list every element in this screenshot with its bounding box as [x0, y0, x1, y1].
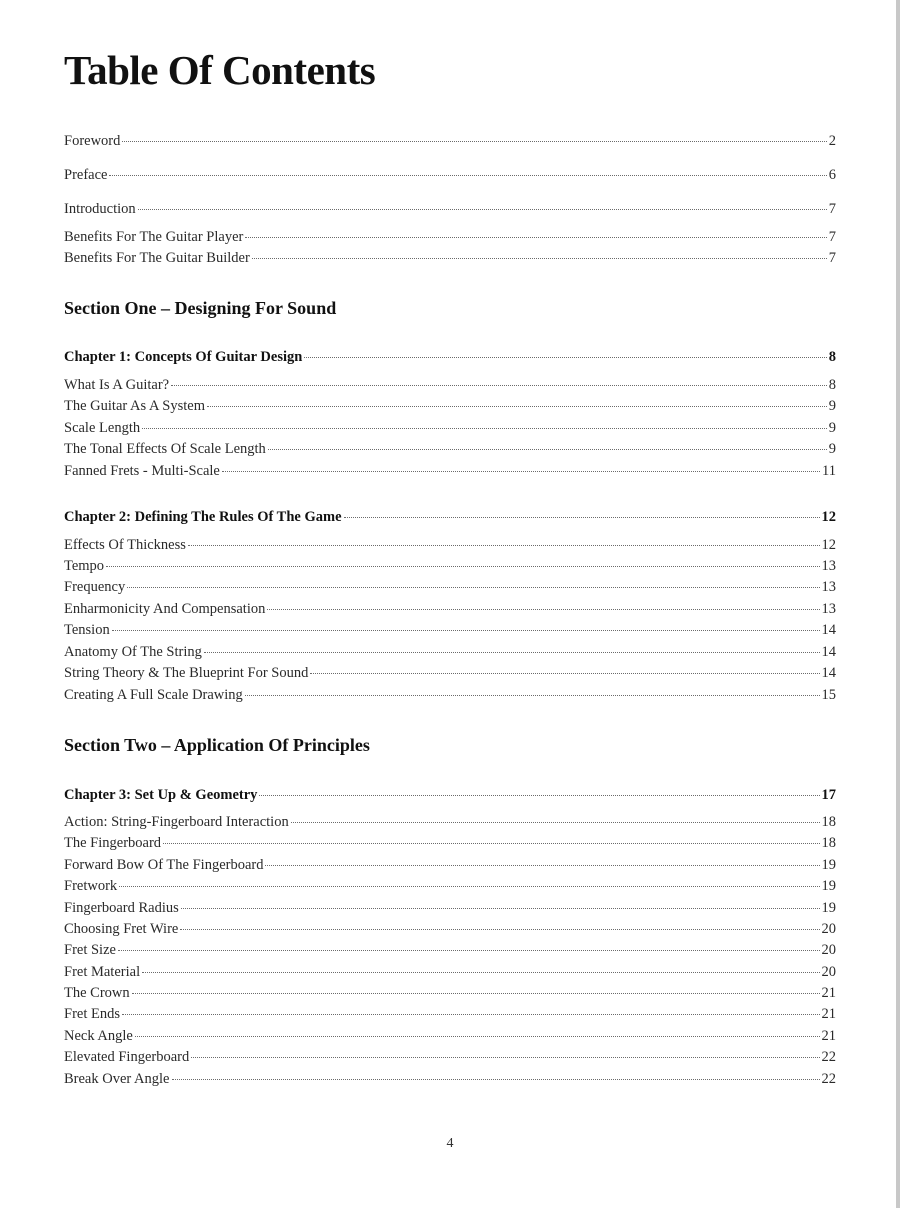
- page-edge: [896, 0, 900, 1208]
- toc-entry[interactable]: Fretwork 19: [64, 878, 836, 894]
- page-number: 4: [446, 1136, 454, 1151]
- toc-entry[interactable]: What Is A Guitar? 8: [64, 377, 836, 393]
- toc-page: [64, 0, 836, 1208]
- toc-entry[interactable]: Creating A Full Scale Drawing 15: [64, 687, 836, 703]
- page-title: Table Of Contents: [64, 47, 376, 93]
- chapter-heading[interactable]: Chapter 1: Concepts Of Guitar Design 8: [64, 349, 836, 365]
- toc-entry[interactable]: Break Over Angle 22: [64, 1071, 836, 1087]
- toc-entry[interactable]: Fingerboard Radius 19: [64, 900, 836, 916]
- toc-entry[interactable]: String Theory & The Blueprint For Sound 14: [64, 665, 836, 681]
- section-heading: Section Two – Application Of Principles: [64, 735, 370, 755]
- toc-entry[interactable]: Effects Of Thickness 12: [64, 537, 836, 553]
- section-heading: Section One – Designing For Sound: [64, 298, 337, 318]
- toc-entry[interactable]: The Crown 21: [64, 985, 836, 1001]
- toc-entry[interactable]: Elevated Fingerboard 22: [64, 1049, 836, 1065]
- chapter-heading[interactable]: Chapter 2: Defining The Rules Of The Game 12: [64, 509, 836, 525]
- toc-entry[interactable]: The Guitar As A System 9: [64, 398, 836, 414]
- toc-entry[interactable]: Scale Length 9: [64, 420, 836, 436]
- chapter-heading[interactable]: Chapter 3: Set Up & Geometry 17: [64, 787, 836, 803]
- toc-entry[interactable]: Benefits For The Guitar Player 7: [64, 229, 836, 245]
- toc-entry[interactable]: Fret Material 20: [64, 964, 836, 980]
- toc-entry[interactable]: Fanned Frets - Multi-Scale 11: [64, 463, 836, 479]
- toc-entry[interactable]: Forward Bow Of The Fingerboard 19: [64, 857, 836, 873]
- toc-entry[interactable]: Frequency 13: [64, 579, 836, 595]
- toc-entry[interactable]: Tempo 13: [64, 558, 836, 574]
- toc-entry[interactable]: Fret Ends 21: [64, 1006, 836, 1022]
- toc-entry[interactable]: Foreword 2: [64, 133, 836, 149]
- toc-entry[interactable]: Action: String-Fingerboard Interaction 18: [64, 814, 836, 830]
- toc-entry[interactable]: Preface 6: [64, 167, 836, 183]
- toc-entry[interactable]: Tension 14: [64, 622, 836, 638]
- toc-entry[interactable]: Fret Size 20: [64, 942, 836, 958]
- toc-entry[interactable]: Enharmonicity And Compensation 13: [64, 601, 836, 617]
- toc-entry[interactable]: Choosing Fret Wire 20: [64, 921, 836, 937]
- toc-entry[interactable]: Anatomy Of The String 14: [64, 644, 836, 660]
- toc-entry[interactable]: Benefits For The Guitar Builder 7: [64, 250, 836, 266]
- toc-entry[interactable]: The Fingerboard 18: [64, 835, 836, 851]
- toc-entry[interactable]: The Tonal Effects Of Scale Length 9: [64, 441, 836, 457]
- toc-entry[interactable]: Neck Angle 21: [64, 1028, 836, 1044]
- toc-entry[interactable]: Introduction 7: [64, 201, 836, 217]
